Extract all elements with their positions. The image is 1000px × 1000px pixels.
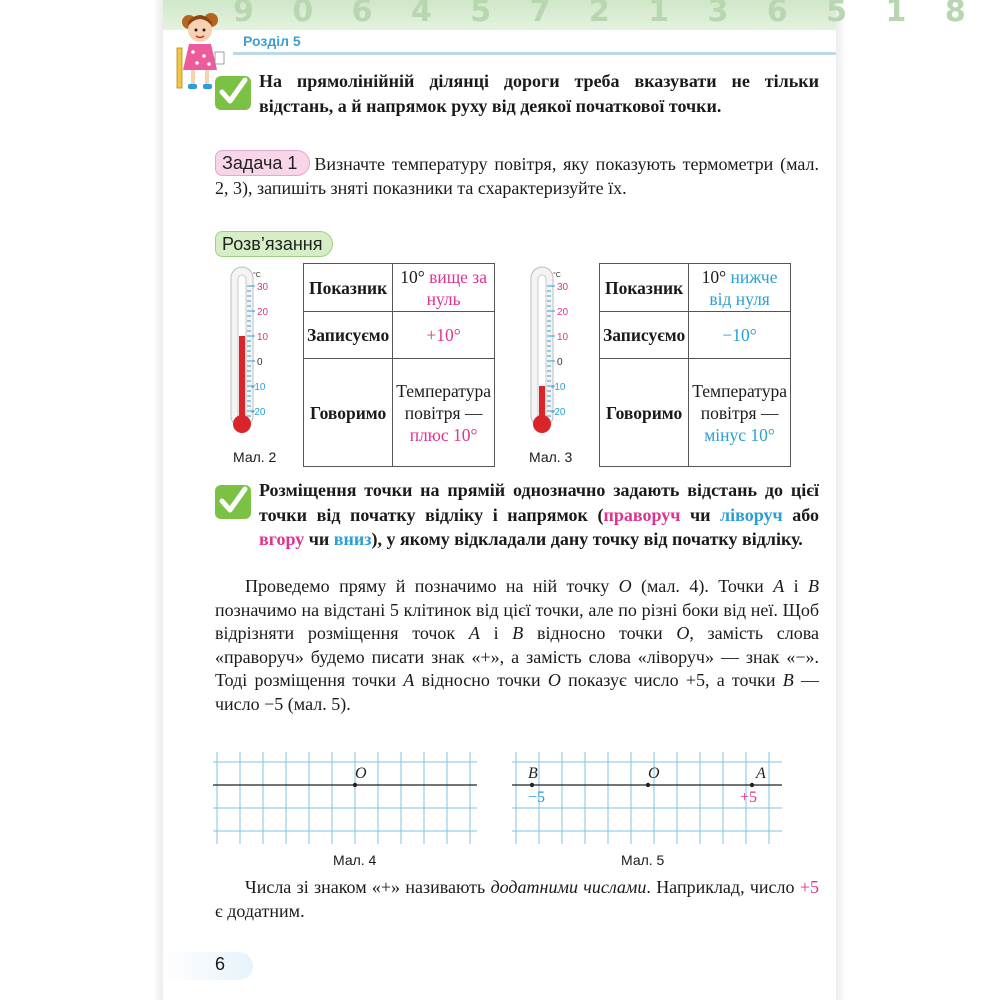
task-label: Задача 1 [215, 150, 310, 176]
word-up: вгору [259, 529, 305, 549]
table1-head-say: Говоримо [304, 359, 393, 467]
table2-head-record: Записуємо [600, 312, 689, 359]
table1-plus10: плюс 10° [409, 424, 478, 445]
table-fig2 [303, 263, 495, 467]
label-minus5: −5 [528, 789, 546, 806]
banner-digits: 9 0 6 4 5 7 2 1 3 6 5 1 8 [233, 0, 980, 29]
celsius-label: °C [253, 272, 261, 279]
definition-paragraph [215, 876, 819, 923]
point-B-label: B [528, 765, 538, 782]
p1-A3: A [403, 670, 415, 690]
rule-1: На прямолінійній ділянці дороги треба вказувати не тільки відстань, а й напрямок руху від деякої початкової точки. [259, 71, 819, 116]
word-left: ліворуч [720, 504, 783, 525]
p1-O2: O [676, 623, 690, 643]
scale-minus10: -10 [251, 382, 266, 393]
table2-degrees: 10° [701, 266, 731, 287]
section-title: Розділ 5 [243, 33, 301, 49]
scale-30: 30 [257, 282, 269, 293]
section-underline [233, 52, 836, 55]
p2-a: Числа зі знаком «+» називають [245, 877, 491, 897]
p1-A2: A [468, 623, 480, 643]
scale-20: 20 [557, 307, 569, 318]
table2-minus10: мінус 10° [704, 424, 775, 445]
textbook-page [163, 0, 980, 1000]
checkmark-icon [213, 72, 253, 112]
rule-2 [259, 478, 819, 552]
p1-O1: O [618, 576, 632, 596]
table1-value-indicator [393, 264, 495, 312]
table2-head-say: Говоримо [600, 359, 689, 467]
scale-minus10: -10 [551, 382, 566, 393]
caption-fig4: Мал. 4 [333, 852, 377, 868]
p1-B2: B [512, 623, 524, 643]
thermometer-minus10 [527, 265, 571, 440]
p1-a: Проведемо пряму й позначимо на ній точку [245, 576, 619, 596]
p1-h: відносно точки [414, 670, 548, 690]
scale-10: 10 [257, 332, 269, 343]
table2-value-say [689, 359, 791, 467]
scale-20: 20 [257, 307, 269, 318]
solution-label: Розв’язання [215, 231, 333, 257]
caption-fig3: Мал. 3 [529, 449, 573, 465]
point-O-dot [353, 783, 357, 787]
table2-head-indicator: Показник [600, 264, 689, 312]
scale-30: 30 [557, 282, 569, 293]
page-shadow-right [836, 0, 846, 1000]
table2-below-zero: нижче від нуля [709, 266, 778, 309]
word-right: праворуч [603, 504, 681, 525]
rule2-or-2: або [782, 504, 819, 525]
page-number-tab [163, 952, 253, 980]
caption-fig2: Мал. 2 [233, 449, 277, 465]
p1-i: показує число +5, а точки [560, 670, 783, 690]
p1-B1: B [807, 576, 819, 596]
rule2-or-1: чи [680, 504, 721, 525]
thermometer-plus10 [227, 265, 271, 440]
figure-4-grid [213, 752, 477, 844]
figure-5-grid [512, 752, 782, 844]
table2-value-record: −10° [689, 312, 791, 359]
p2-number: +5 [799, 877, 819, 897]
point-O-dot [646, 783, 650, 787]
explanation-paragraph [215, 575, 819, 716]
table1-head-indicator: Показник [304, 264, 393, 312]
p1-j: — число −5 (мал. 5). [215, 670, 819, 714]
p1-d: позначимо на відстані 5 клітинок від цієї точки, але по різні боки від неї. Щоб відрізняти розміщення точок [215, 599, 819, 643]
point-B-dot [530, 783, 534, 787]
header-banner [163, 0, 980, 30]
rule2-text-2: ), у якому відкладали дану точку від початку відліку. [371, 529, 803, 549]
p1-g: , замість слова «праворуч» будемо писати знак «+», а замість слова «ліворуч» — знак «−». Тоді розміщення точки [215, 623, 819, 690]
table1-value-say [393, 359, 495, 467]
scale-minus20: -20 [551, 407, 566, 418]
p2-b: . Наприклад, число [646, 877, 800, 897]
task-1 [215, 150, 819, 200]
scale-10: 10 [557, 332, 569, 343]
table1-head-record: Записуємо [304, 312, 393, 359]
p2-c: є додатним. [215, 900, 305, 921]
p1-B3: B [782, 670, 794, 690]
point-A-label: A [756, 765, 766, 782]
scale-0: 0 [257, 357, 263, 368]
table1-value-record: +10° [393, 312, 495, 359]
p1-c: і [784, 576, 808, 596]
page-shadow-left [153, 0, 163, 1000]
p1-b: (мал. 4). Точки [631, 576, 774, 596]
rule2-text-1: Розміщення точки на прямій однозначно задають відстань до цієї точки від початку відліку і напрямок ( [259, 480, 819, 525]
word-down: вниз [333, 529, 372, 549]
table1-say-text: Температура повітря — [396, 380, 491, 423]
point-O-label: O [355, 765, 367, 782]
scale-0: 0 [557, 357, 563, 368]
checkmark-icon [213, 481, 253, 521]
task-text: Визначте температуру повітря, яку показують термометри (мал. 2, 3), запишіть зняті показники та схарактеризуйте їх. [215, 154, 819, 198]
table1-degrees: 10° [400, 266, 430, 287]
p1-f: відносно точки [523, 623, 677, 643]
rule2-or-3: чи [304, 529, 334, 549]
scale-minus20: -20 [251, 407, 266, 418]
p1-e: і [479, 623, 513, 643]
term-positive-numbers: додатними числами [490, 877, 647, 897]
caption-fig5: Мал. 5 [621, 852, 665, 868]
p1-O3: O [547, 670, 561, 690]
table-fig3 [599, 263, 791, 467]
point-A-dot [750, 783, 754, 787]
label-plus5: +5 [740, 789, 758, 806]
table2-say-text: Температура повітря — [692, 380, 787, 423]
p1-A1: A [773, 576, 785, 596]
table1-above-zero: вище за нуль [426, 266, 487, 309]
table2-value-indicator [689, 264, 791, 312]
point-O-label: O [648, 765, 660, 782]
celsius-label: °C [553, 272, 561, 279]
page-number: 6 [215, 954, 226, 974]
